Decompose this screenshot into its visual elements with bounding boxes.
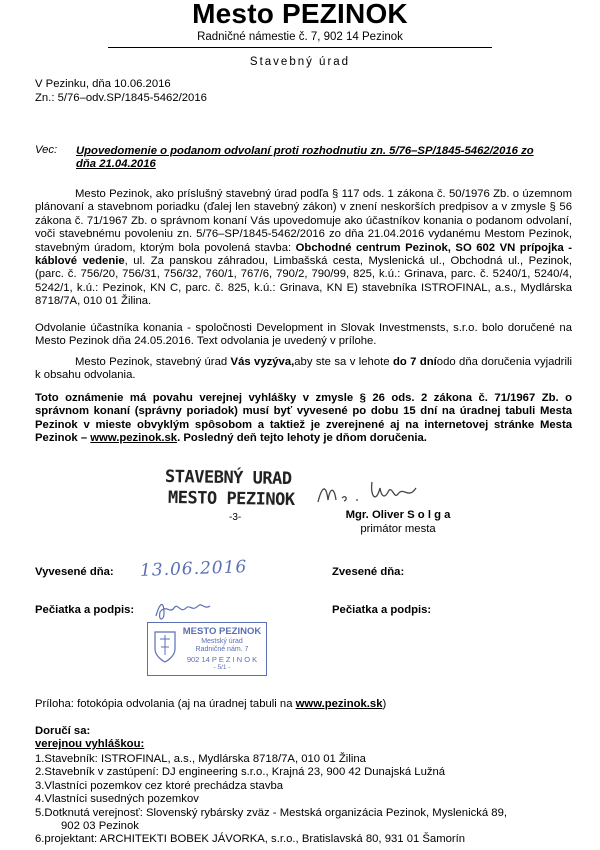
paragraph-request — [35, 356, 572, 383]
request-part-e: odo dňa doručenia vyjadrili k obsahu odvolania. — [35, 356, 572, 382]
office-stamp-line3: -3- — [229, 512, 242, 523]
paragraph-main — [35, 188, 572, 309]
posting-signature — [152, 596, 232, 624]
office-name: Stavebný úrad — [249, 56, 351, 68]
delivery-item: 5.Dotknutá verejnosť: Slovenský rybársky zväz - Mestská organizácia Pezinok, Myslenická 89, — [35, 806, 507, 819]
request-part-a: Mesto Pezinok, stavebný úrad — [75, 356, 231, 368]
paragraph-public-notice — [35, 392, 572, 446]
posted-date-handwritten: 13.06.2016 — [139, 557, 248, 581]
reference-number: Zn.: 5/76–odv.SP/1845-5462/2016 — [35, 92, 207, 104]
removed-label: Zvesené dňa: — [332, 566, 405, 578]
delivery-item: 1.Stavebník: ISTROFINAL, a.s., Mydlárska 8718/7A, 010 01 Žilina — [35, 753, 366, 765]
paragraph-appeal: Odvolanie účastníka konania - spoločnosti Development in Slovak Investmensts, s.r.o. bolo doručené na Mesto Pezinok dňa 24.05.2016. Text odvolania je uvedený v prílohe. — [35, 322, 572, 348]
round-stamp-line4: - 5/1 - — [213, 664, 231, 671]
delivery-item: 4.Vlastníci susedných pozemkov — [35, 793, 199, 806]
signatory-name: Mgr. Oliver S o l g a — [345, 509, 451, 521]
attachment-text: Príloha: fotokópia odvolania (aj na úradnej tabuli na — [35, 698, 296, 710]
attachment-end: ) — [382, 698, 387, 710]
round-stamp-line2: Radničné nám. 7 — [195, 646, 249, 653]
round-stamp-line3: 902 14 P E Z I N O K — [186, 655, 258, 664]
city-title: Mesto PEZINOK — [192, 0, 408, 29]
delivery-list — [35, 753, 580, 847]
coat-of-arms-icon — [152, 629, 178, 665]
round-stamp-title: MESTO PEZINOK — [182, 626, 262, 637]
signatory-role: primátor mesta — [360, 523, 436, 535]
notice-end: . Posledný deň tejto lehoty je dňom doručenia. — [177, 432, 427, 445]
delivery-item: 902 03 Pezinok — [61, 820, 139, 833]
paragraph-main-rest: , ul. Za panskou záhradou, Limbašská cesta, Myslenická ul., Obchodná ul., Pezinok, (parc. č. 756/20, 756/31, 756/32, 760/1, 767/6, 790/2, 790/99, 825, k.ú.: Grinava, parc. č. 5240/1, 5240/4, 5242/1, k.ú.: Pezinok, KN C, parc. č. 825, k.ú.: Grinava, KN E) stavebníka ISTROFINAL, a.s., Mydlárska 8718/7A, 010 01 Žilina. — [35, 255, 572, 308]
delivery-item: 6.projektant: ARCHITEKTI BOBEK JÁVORKA, s.r.o., Bratislavská 80, 931 01 Šamorín — [35, 833, 466, 846]
paragraph-main-project: Obchodné centrum Pezinok, SO 602 VN prípojka - káblové vedenie — [35, 241, 572, 268]
place-date: V Pezinku, dňa 10.06.2016 — [35, 78, 171, 90]
delivery-item: 2.Stavebník v zastúpení: DJ engineering s.r.o., Krajná 23, 900 42 Dunajská Lužná — [35, 766, 446, 779]
request-part-b: Vás vyzýva, — [230, 356, 295, 368]
posted-label: Vyvesené dňa: — [35, 566, 114, 578]
subject-line1: Upovedomenie o podanom odvolaní proti rozhodnutiu zn. 5/76–SP/1845-5462/2016 zo — [76, 145, 534, 157]
delivery-title: Doručí sa: — [35, 725, 91, 737]
handwritten-signature — [312, 474, 442, 514]
city-address: Radničné námestie č. 7, 902 14 Pezinok — [197, 31, 403, 43]
subject-label: Vec: — [35, 144, 58, 156]
delivery-item: 3.Vlastníci pozemkov cez ktoré prechádza stavba — [35, 779, 284, 792]
delivery-subtitle: verejnou vyhláškou: — [35, 738, 145, 750]
header-divider — [108, 47, 492, 48]
notice-text: Toto oznámenie má povahu verejnej vyhlášky v zmysle § 26 ods. 2 zákona č. 71/1967 Zb. o správnom konaní (správny poriadok) musí byť vyvesené po dobu 15 dní na úradnej tabuli Mesta Pezinok v mieste obvyklým spôsobom a taktiež je zverejnené aj na internetovej stránke Mesta Pezinok – — [35, 392, 572, 445]
subject-line2: dňa 21.04.2016 — [76, 158, 156, 170]
round-stamp-line1: Mestský úrad — [201, 638, 243, 645]
city-office-stamp — [147, 622, 267, 676]
request-part-c: aby ste sa v lehote — [294, 356, 393, 368]
notice-link[interactable]: www.pezinok.sk — [90, 432, 178, 445]
attachment-line — [35, 698, 386, 711]
stamp-label-left: Pečiatka a podpis: — [35, 604, 135, 616]
office-stamp-line1: STAVEBNÝ URAD — [164, 466, 292, 490]
office-stamp-line2: MESTO PEZINOK — [167, 487, 295, 511]
request-deadline: do 7 dní — [392, 356, 437, 368]
attachment-link[interactable]: www.pezinok.sk — [295, 698, 383, 710]
stamp-label-right: Pečiatka a podpis: — [332, 604, 432, 616]
paragraph-main-intro: Mesto Pezinok, ako príslušný stavebný úrad podľa § 117 ods. 1 zákona č. 50/1976 Zb. o územnom plánovaní a stavebnom poriadku (ďalej len stavebný zákon) v znení neskorších predpisov a v zmysle § 56 zákona č. 71/1967 Zb. o správnom konaní Vás upovedomuje ako účastníkov konania o podanom odvolaní, voči stavebnému povoleniu zn. 5/76–SP/1845-5462/2016 zo dňa 21.04.2016 vydanému Mestom Pezinok, stavebným úradom, ktorým bola povolená stavba: — [35, 188, 572, 254]
